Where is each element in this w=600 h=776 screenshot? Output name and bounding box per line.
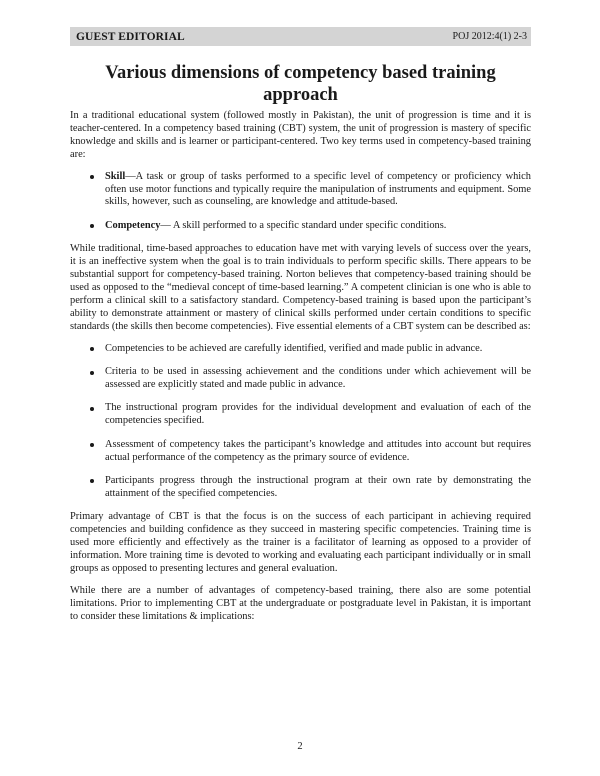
key-term-name: Competency [105,219,161,231]
cbt-element-item: Competencies to be achieved are carefully identified, verified and made public in advance. [105,343,531,356]
cbt-element-item: Assessment of competency takes the participant’s knowledge and attitudes into account but requires actual performance of the competency as the primary source of evidence. [105,438,531,463]
key-term-item [105,220,531,233]
key-term-definition: —A task or group of tasks performed to a specific level of competency or proficiency which often use motor functions and typically require the manipulation of instruments and equipment. Some skills, however, such as counseling, are knowledge and attitude-based. [105,170,531,208]
page-number: 2 [297,741,303,752]
key-term-item [105,171,531,210]
running-header [70,27,531,46]
article-body [70,110,531,633]
header-journal-citation: POJ 2012:4(1) 2-3 [452,31,527,42]
key-term-name: Skill [105,170,126,182]
key-terms-list [70,171,531,233]
body-paragraph-4: While there are a number of advantages of competency-based training, there also are some potential limitations. Prior to implementing CBT at the undergraduate or postgraduate level in Pakistan, it is important to consider these limitations & implications: [70,584,531,622]
cbt-element-item: The instructional program provides for the individual development and evaluation of each of the competencies specified. [105,402,531,427]
intro-paragraph: In a traditional educational system (followed mostly in Pakistan), the unit of progression is time and it is teacher-centered. In a competency based training (CBT) system, the unit of progression is mastery of specific knowledge and skills and is learner or participant-centered. Two key terms used in competency-based training are: [70,110,531,160]
cbt-elements-list [70,343,531,501]
article-title: Various dimensions of competency based training approach [105,63,496,105]
key-term-definition: — A skill performed to a specific standard under specific conditions. [160,219,447,231]
cbt-element-item: Criteria to be used in assessing achievement and the conditions under which achievement will be assessed are explicitly stated and made public in advance. [105,366,531,390]
body-paragraph-2: While traditional, time-based approaches to education have met with varying levels of success over the years, it is an ineffective system when the goal is to train individuals to perform specific skills. There appears to be substantial support for competency-based training. Norton believes that competency-based training should be used as opposed to the “medieval concept of time-based learning.” A competent clinician is one who is able to perform a clinical skill to a satisfactory standard. Competency-based training is based upon the participant’s ability to demonstrate attainment or mastery of clinical skills performed under certain conditions to specific standards (the skills then become competencies). Five essential elements of a CBT system can be described as: [70,243,531,332]
cbt-element-item: Participants progress through the instructional program at their own rate by demonstrating the attainment of the specified competencies. [105,474,531,499]
body-paragraph-3: Primary advantage of CBT is that the focus is on the success of each participant in achieving required competencies and building confidence as they succeed in mastering specific competencies. Training time is used more efficiently and effectively as the trainer is a facilitator of learning as opposed to a provider of information. More training time is devoted to working and evaluating each participant individually or in small groups as opposed to presenting lectures and general evaluation. [70,511,531,574]
header-section-label: GUEST EDITORIAL [76,30,185,43]
